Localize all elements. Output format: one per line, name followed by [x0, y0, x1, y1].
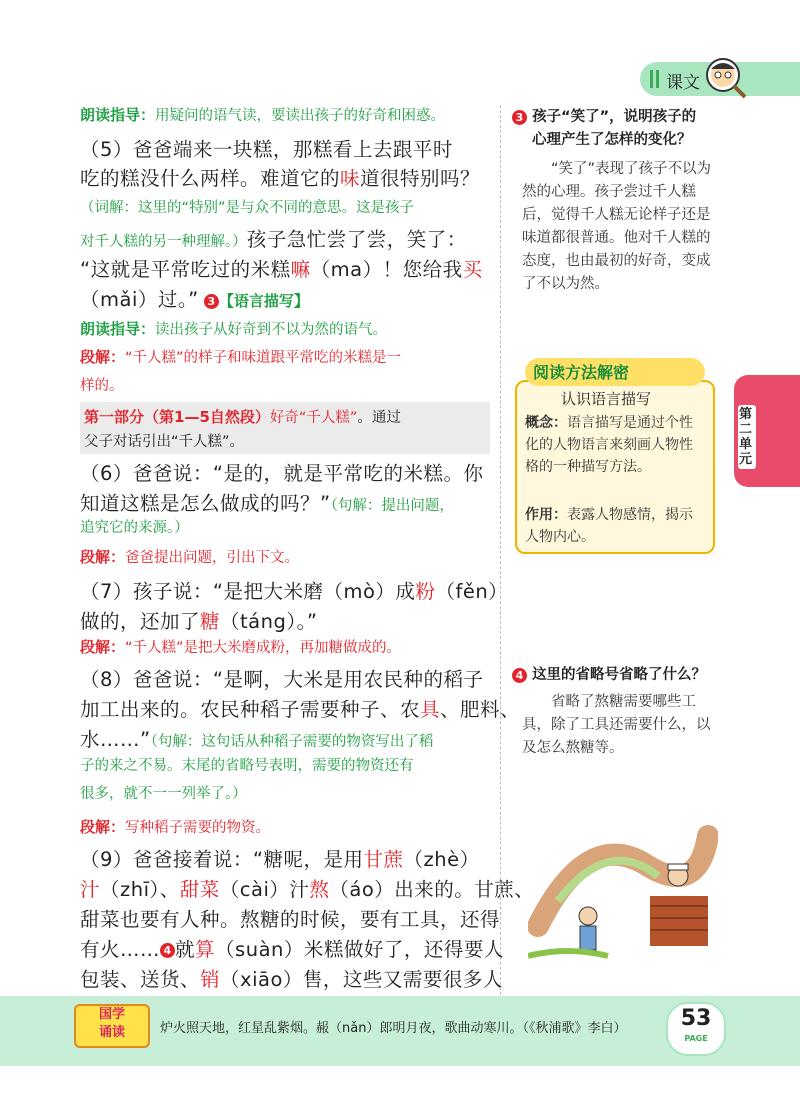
reading-guide-2: 朗读指导：读出孩子从好奇到不以为然的语气。 [80, 320, 388, 338]
para6-line2: 知道这糕是怎么做成的吗？”（句解：提出问题， [80, 492, 454, 515]
question-4-title: 4 这里的省略号省略了什么？ [512, 664, 728, 687]
para7-line1: （7）孩子说：“是把大米磨（mò）成粉（fěn） [80, 580, 509, 603]
reading-method-subtitle: 认识语言描写 [561, 390, 652, 408]
para5-line5: （mǎi）过。” 3 【语言描写】 [80, 288, 309, 311]
poem-line: 炉火照天地，红星乱紫烟。赧（nǎn）郎明月夜，歌曲动寒川。（《秋浦歌》李白） [160, 1021, 627, 1036]
page-word: PAGE [684, 1034, 708, 1043]
recital-badge: 国学 诵读 [74, 1004, 150, 1048]
para5-line4: “这就是平常吃过的米糕嘛（ma）！您给我买 [80, 258, 483, 281]
answer-3: “笑了”表现了孩子不以为然的心理。孩子尝过千人糕后，觉得千人糕无论样子还是味道都很普通。他对千人糕的态度，也由最初的好奇，变成了不以为然。 [522, 161, 712, 292]
para-note-1: 段解：“千人糕”的样子和味道跟平常吃的米糕是一 [80, 348, 402, 366]
para9-line4: 有火…… 4 就算（suàn）米糕做好了，还得要人 [80, 938, 504, 961]
para9-line2: 汁（zhī）、甜菜（cài）汁熬（áo）出来的。甘蔗、 [80, 878, 535, 901]
para7-line2: 做的，还加了糖（táng）。” [80, 610, 318, 633]
column-divider [500, 105, 501, 995]
word-note-line1: （词解：这里的“特别”是与众不同的意思。这是孩子 [80, 200, 415, 216]
para8-line3: 水……”（句解：这句话从种稻子需要的物资写出了稻 [80, 728, 434, 751]
para9-line3: 甜菜也要有人种。熬糖的时候，要有工具，还得 [80, 908, 501, 931]
para9-line1: （9）爸爸接着说：“糖呢，是用甘蔗（zhè） [80, 848, 480, 871]
para-note-2: 段解：爸爸提出问题，引出下文。 [80, 548, 300, 566]
reading-guide: 朗读指导：用疑问的语气读，要读出孩子的好奇和困惑。 [80, 106, 446, 124]
note-badge-3: 3 [204, 294, 219, 309]
reading-method-box [515, 358, 715, 554]
mascot-magnifier-icon [703, 55, 747, 99]
question-badge-3: 3 [512, 110, 527, 125]
note-badge-4: 4 [160, 943, 175, 958]
para-note-4: 段解：写种稻子需要的物资。 [80, 818, 271, 836]
section-title: 课文 [666, 73, 700, 93]
question-3-title-l2: 心理产生了怎样的变化？ [532, 132, 692, 148]
para6-line1: （6）爸爸说：“是的，就是平常吃的米糕。你 [80, 462, 484, 485]
effect-text: 作用：表露人物感情，揭示人物内心。 [525, 507, 693, 545]
reading-method-title: 阅读方法解密 [533, 363, 630, 382]
para9-line5: 包装、送货、销（xiāo）售，这些又需要很多人 [80, 968, 503, 991]
sentence-note-8-l2: 子的来之不易。末尾的省略号表明，需要的物资还有 [80, 758, 414, 774]
para-note-1-cont: 样的。 [80, 378, 124, 394]
unit-tab-label: 第二单元 [738, 405, 756, 469]
sentence-note-8-l3: 很多，就不一一列举了。） [80, 786, 247, 802]
question-4 [512, 664, 728, 760]
question-3 [512, 106, 728, 296]
sentence-note-cont: 追究它的来源。） [80, 520, 189, 536]
para8-line2: 加工出来的。农民种稻子需要种子、农具、肥料、 [80, 698, 521, 721]
concept-text: 概念：语言描写是通过个性化的人物语言来刻画人物性格的一种描写方法。 [525, 415, 693, 475]
page-number: 53 [680, 1006, 712, 1031]
para8-line1: （8）爸爸说：“是啊，大米是用农民种的稻子 [80, 668, 484, 691]
part-summary-line1: 第一部分（第1—5自然段）好奇“千人糕”。通过 [84, 408, 401, 426]
header-bars [650, 70, 662, 92]
para-note-3: 段解：“千人糕”是把大米磨成粉，再加糖做成的。 [80, 638, 402, 656]
para5-line3: 对千人糕的另一种理解。）孩子急忙尝了尝，笑了： [80, 228, 467, 251]
sugar-making-illustration [528, 806, 718, 966]
para5-line1: （5）爸爸端来一块糕，那糕看上去跟平时 [80, 138, 453, 161]
question-badge-4: 4 [512, 668, 527, 683]
language-tag: 【语言描写】 [218, 292, 309, 310]
para5-line2: 吃的糕没什么两样。难道它的味道很特别吗？ [80, 167, 481, 190]
part-summary-line2: 父子对话引出“千人糕”。 [84, 434, 245, 450]
question-3-title: 3 孩子“笑了”，说明孩子的 [512, 106, 728, 129]
answer-4: 省略了熬糖需要哪些工具，除了工具还需要什么，以及怎么熬糖等。 [522, 694, 711, 756]
